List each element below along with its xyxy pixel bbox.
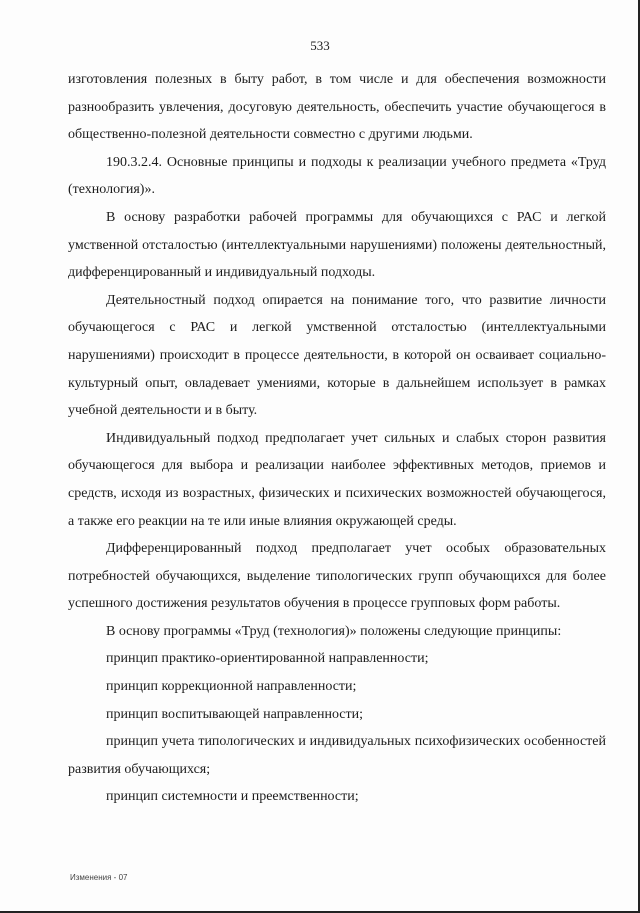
paragraph-approaches: В основу разработки рабочей программы для обучающихся с РАС и легкой умственной отсталостью (интеллектуальными нарушениями) положены деятельностный, дифференцированный и индивидуальный подходы. <box>68 209 606 281</box>
principle-item: принцип воспитывающей направленности; <box>106 706 364 722</box>
principle-item: принцип коррекционной направленности; <box>106 679 357 695</box>
paragraph-differentiated-approach: Дифференцированный подход предполагает учет особых образовательных потребностей обучающихся, выделение типологических групп обучающихся для более успешного достижения результатов обучения в процессе групповых форм работы. <box>68 541 606 612</box>
principle-item: принцип системности и преемственности; <box>106 789 359 805</box>
paragraph-principles-intro: В основу программы «Труд (технология)» положены следующие принципы: <box>106 623 562 639</box>
principle-item: принцип учета типологических и индивидуальных психофизических особенностей развития обучающихся; <box>68 734 606 777</box>
paragraph-continuation: изготовления полезных в быту работ, в том числе и для обеспечения возможности разнообразить увлечения, досуговую деятельность, обеспечить участие обучающегося в общественно-полезной деятельности совместно с другими людьми. <box>68 72 606 143</box>
paragraph-activity-approach: Деятельностный подход опирается на понимание того, что развитие личности обучающегося с РАС и легкой умственной отсталостью (интеллектуальными нарушениями) происходит в процессе деятельности, в которой он осваивает социально-культурный опыт, овладевает умениями, которые в дальнейшем использует в рамках учебной деятельности и в быту. <box>68 292 606 419</box>
document-body <box>68 66 606 811</box>
section-heading-190-3-2-4: 190.3.2.4. Основные принципы и подходы к реализации учебного предмета «Труд (технология)». <box>68 154 606 198</box>
paragraph-individual-approach: Индивидуальный подход предполагает учет сильных и слабых сторон развития обучающегося для выбора и реализации наиболее эффективных методов, приемов и средств, исходя из возрастных, физических и психических возможностей обучающегося, а также его реакции на те или иные влияния окружающей среды. <box>68 430 606 529</box>
page-footer: Изменения - 07 <box>70 873 128 882</box>
principle-item: принцип практико-ориентированной направленности; <box>106 651 429 667</box>
page-number: 533 <box>310 38 330 53</box>
